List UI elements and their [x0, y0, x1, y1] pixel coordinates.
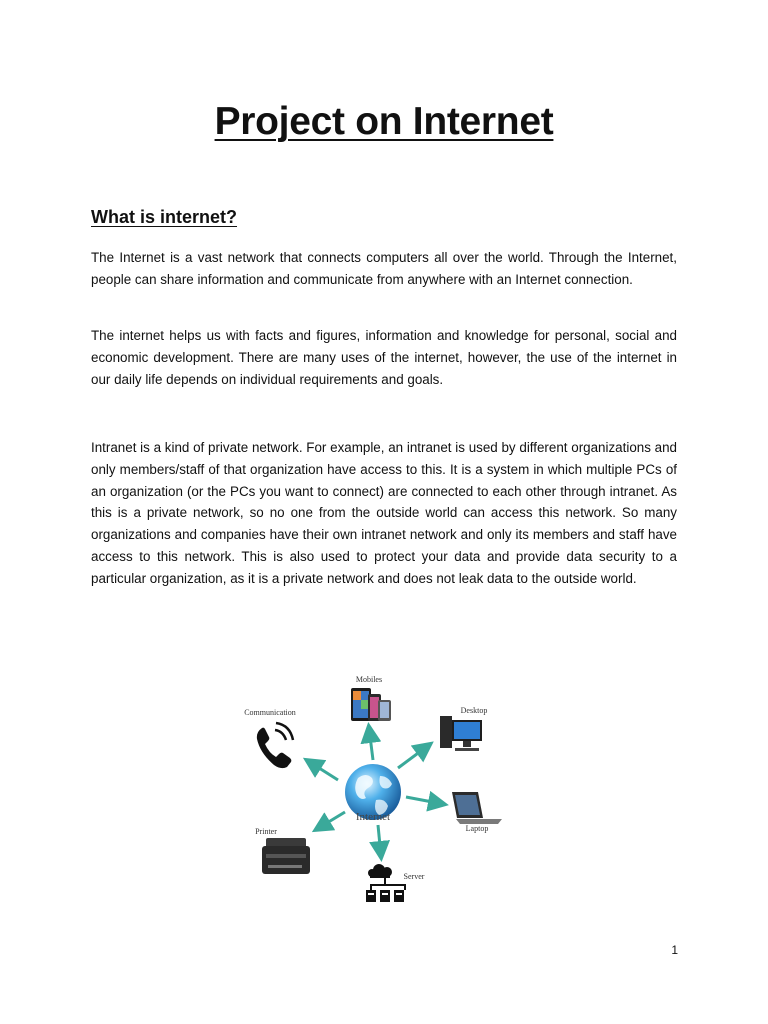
- section-heading: What is internet?: [91, 207, 238, 227]
- arrow-to-desktop: [398, 745, 429, 768]
- laptop-icon: [452, 792, 502, 824]
- server-label: Server: [403, 872, 425, 881]
- page-number: 1: [671, 943, 678, 957]
- internet-diagram-svg: [230, 660, 520, 920]
- server-icon: [366, 864, 406, 902]
- paragraph-3: Intranet is a kind of private network. For example, an intranet is used by different organizations and only members/staff of that organization have access to this. It is a system in which multiple PCs of an organization (or the PCs you want to connect) are connected to each other through intranet. As this is a private network, so no one from the outside world can access this network. So many organizations and companies have their own intranet network and only its members and staff have access to this network. This is also used to protect your data and provide data security to a particular organization, as it is a private network and does not leak data to the outside world.: [91, 440, 677, 586]
- page-title: Project on Internet: [214, 100, 554, 143]
- arrow-to-communication: [308, 761, 338, 780]
- arrow-to-printer: [317, 812, 345, 829]
- desktop-label: Desktop: [460, 706, 488, 715]
- paragraph-2: The internet helps us with facts and figures, information and knowledge for personal, social and economic development. There are many uses of the internet, however, the use of the internet in our daily life depends on individual requirements and goals.: [91, 328, 677, 387]
- laptop-label: Laptop: [465, 824, 489, 833]
- mobiles-label: Mobiles: [355, 675, 383, 684]
- desktop-icon: [440, 716, 482, 751]
- printer-icon: [262, 838, 310, 874]
- arrow-to-server: [378, 825, 381, 856]
- mobiles-icon: [351, 688, 391, 721]
- internet-label: Internet: [355, 811, 391, 823]
- paragraph-1: The Internet is a vast network that connects computers all over the world. Through the Internet, people can share information and communicate from anywhere with an Internet connection.: [91, 250, 677, 287]
- printer-label: Printer: [255, 827, 277, 836]
- arrow-to-laptop: [406, 797, 443, 804]
- internet-diagram: [230, 660, 520, 920]
- phone-icon: [257, 723, 293, 768]
- communication-label: Communication: [244, 708, 296, 717]
- arrow-to-mobiles: [369, 728, 373, 760]
